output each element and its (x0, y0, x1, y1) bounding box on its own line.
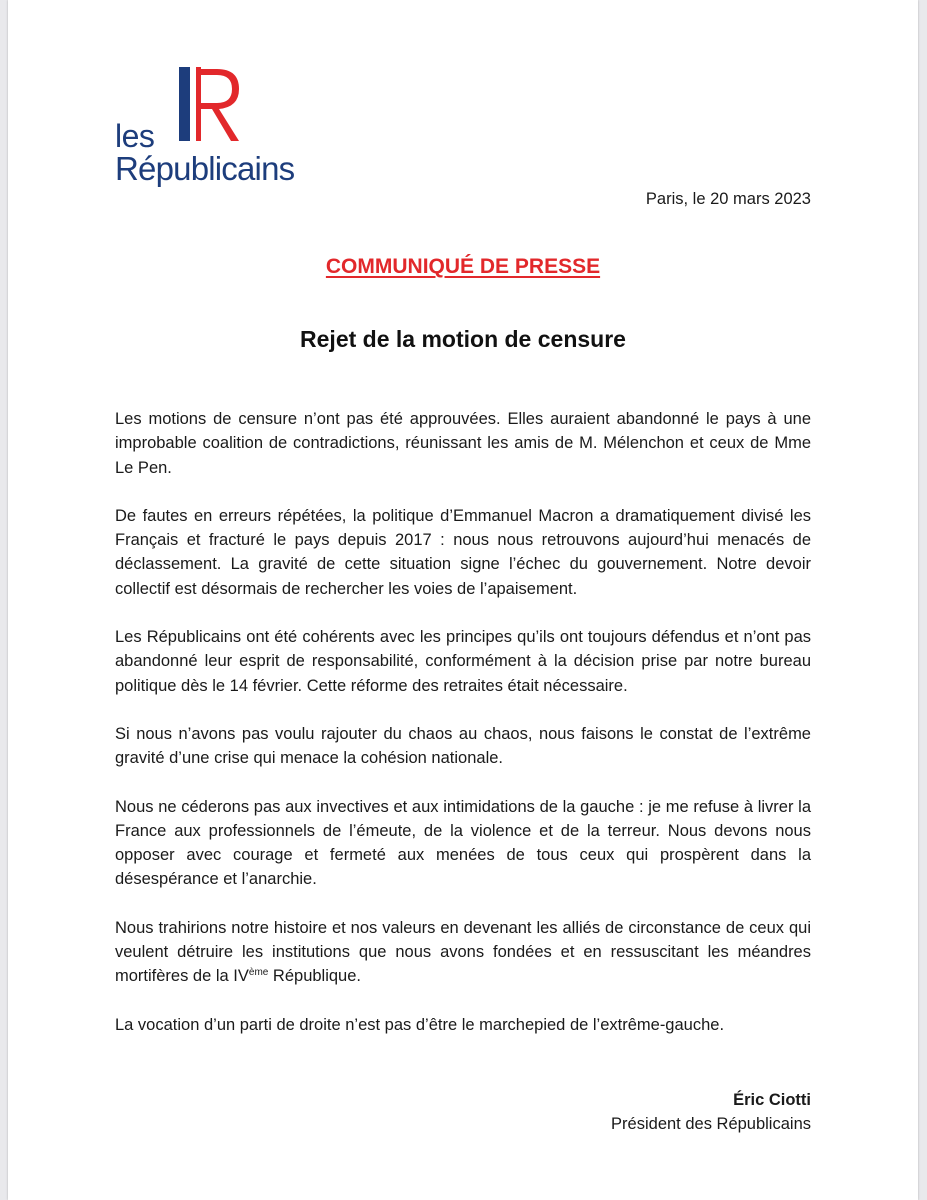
superscript: ème (248, 967, 269, 979)
document-subject: Rejet de la motion de censure (300, 326, 626, 352)
paragraph-text-end: République. (268, 967, 361, 986)
paragraph: Les motions de censure n’ont pas été approuvées. Elles auraient abandonné le pays à une improbable coalition de contradictions, réunissant les amis de M. Mélenchon et ceux de Mme Le Pen. (115, 410, 811, 477)
paragraph: La vocation d’un parti de droite n’est pas d’être le marchepied de l’extrême-gauche. (115, 1015, 725, 1034)
paragraph: Nous ne céderons pas aux invectives et aux intimidations de la gauche : je me refuse à livrer la France aux professionnels de l’émeute, de la violence et de la terreur. Nous devons nous opposer avec courage et fermeté aux menées de tous ceux qui prospèrent dans la désespérance et l’anarchie. (115, 797, 811, 889)
les-republicains-logo (115, 62, 300, 187)
document-date: Paris, le 20 mars 2023 (645, 190, 811, 208)
signatory-name: Éric Ciotti (733, 1091, 811, 1109)
paragraph-text: Nous trahirions notre histoire et nos valeurs en devenant les alliés de circonstance de ceux qui veulent détruire les institutions que nous avons fondées et en ressuscitant les méandres mortifères de la IV (115, 918, 811, 986)
paragraph: Les Républicains ont été cohérents avec les principes qu’ils ont toujours défendus et n’ont pas abandonné leur esprit de responsabilité, conformément à la décision prise par notre bureau politique dès le 14 février. Cette réforme des retraites était nécessaire. (115, 628, 811, 695)
document-page (8, 0, 918, 1200)
signature-block (611, 1088, 811, 1137)
signatory-role: Président des Républicains (611, 1115, 811, 1134)
lr-monogram-icon (175, 62, 245, 147)
paragraph: De fautes en erreurs répétées, la politique d’Emmanuel Macron a dramatiquement divisé les Français et fracturé le pays depuis 2017 : nous nous retrouvons aujourd’hui menacés de déclassement. La gravité de cette situation signe l’échec du gouvernement. Notre devoir collectif est désormais de rechercher les voies de l’apaisement. (115, 506, 811, 598)
document-body (115, 407, 811, 1061)
logo-text-les: les (115, 118, 155, 154)
logo-text-republicains: Républicains (115, 150, 295, 187)
paragraph: Si nous n’avons pas voulu rajouter du chaos au chaos, nous faisons le constat de l’extrême gravité d’une crise qui menace la cohésion nationale. (115, 724, 811, 768)
paragraph (115, 916, 811, 989)
press-release-label: COMMUNIQUÉ DE PRESSE (325, 255, 601, 278)
